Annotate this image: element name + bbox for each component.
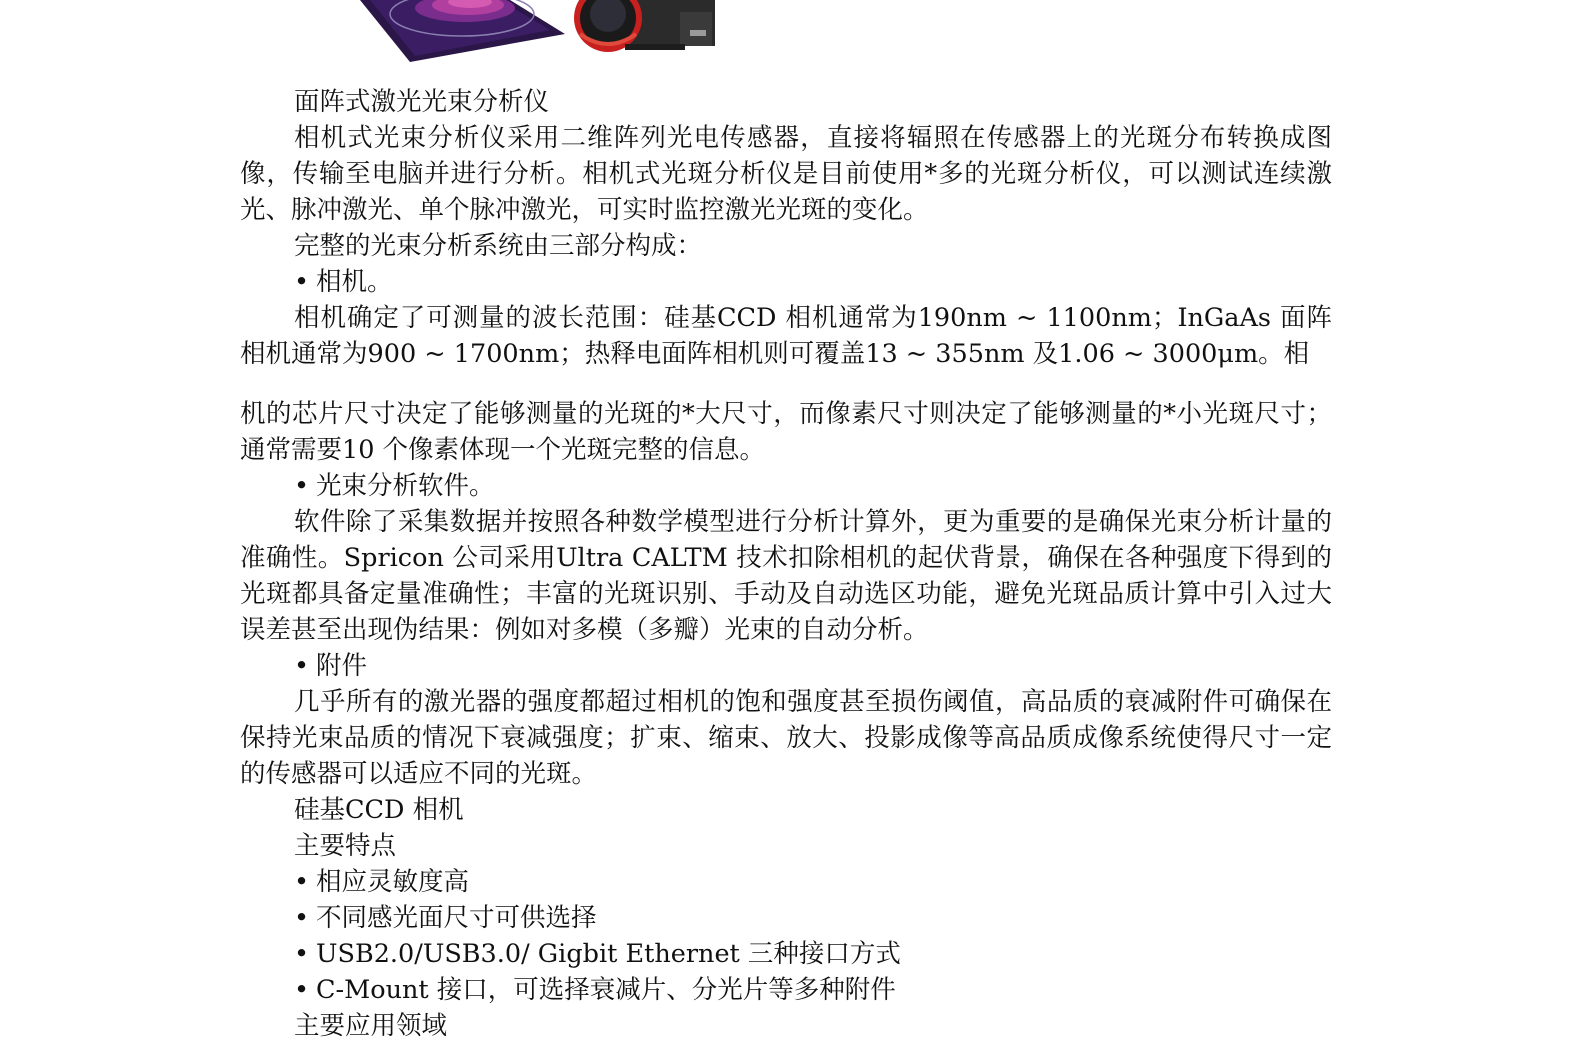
bullet-dot: • [294,975,310,1005]
paragraph-system-composition: 完整的光束分析系统由三部分构成： [294,231,703,261]
feature-item [240,864,1332,900]
bullet-text: 附件 [316,651,368,681]
document-body [240,84,1332,1044]
feature-item [240,936,1332,972]
bullet-dot: • [294,267,310,297]
bullet-item-camera [240,264,1332,300]
bullet-dot: • [294,651,310,681]
camera-image [574,0,715,52]
paragraph-software-description: 软件除了采集数据并按照各种数学模型进行分析计算外，更为重要的是确保光束分析计量的准确性。Spricon 公司采用Ultra CALTM 技术扣除相机的起伏背景，确保在各种强度下得到的光斑都具备定量准确性；丰富的光斑识别、手动及自动选区功能，避免光斑品质计算中引入过大误差甚至出现伪结果：例如对多模（多瓣）光束的自动分析。 [240,507,1332,645]
bullet-dot: • [294,471,310,501]
section-heading-main-features: 主要特点 [294,831,397,861]
bullet-text: 相机。 [316,267,393,297]
bullet-item-accessories [240,648,1332,684]
paragraph-wavelength-range: 相机确定了可测量的波长范围：硅基CCD 相机通常为190nm ~ 1100nm；InGaAs 面阵相机通常为900 ~ 1700nm；热释电面阵相机则可覆盖13 ~ 355nm 及1.06 ~ 3000μm。相 [240,303,1332,369]
feature-text: 相应灵敏度高 [316,867,470,897]
bullet-dot: • [294,867,310,897]
feature-text: 不同感光面尺寸可供选择 [316,903,597,933]
feature-text: C-Mount 接口，可选择衰减片、分光片等多种附件 [316,975,896,1005]
section-heading-area-beam-analyzer: 面阵式激光光束分析仪 [294,87,550,117]
paragraph-chip-size: 机的芯片尺寸决定了能够测量的光斑的*大尺寸，而像素尺寸则决定了能够测量的*小光斑尺寸；通常需要10 个像素体现一个光斑完整的信息。 [240,399,1332,465]
paragraph-accessories-description: 几乎所有的激光器的强度都超过相机的饱和强度甚至损伤阈值，高品质的衰减附件可确保在保持光束品质的情况下衰减强度；扩束、缩束、放大、投影成像等高品质成像系统使得尺寸一定的传感器可以适应不同的光斑。 [240,687,1332,789]
bullet-item-software [240,468,1332,504]
paragraph-camera-analyzer-intro: 相机式光束分析仪采用二维阵列光电传感器，直接将辐照在传感器上的光斑分布转换成图像，传输至电脑并进行分析。相机式光斑分析仪是目前使用*多的光斑分析仪，可以测试连续激光、脉冲激光、单个脉冲激光，可实时监控激光光斑的变化。 [240,123,1332,225]
feature-item [240,972,1332,1008]
feature-text: USB2.0/USB3.0/ Gigbit Ethernet 三种接口方式 [316,939,901,969]
section-heading-silicon-ccd: 硅基CCD 相机 [294,795,464,825]
bullet-dot: • [294,939,310,969]
product-images [340,0,760,64]
bullet-dot: • [294,903,310,933]
feature-item [240,900,1332,936]
section-heading-applications: 主要应用领域 [294,1011,448,1041]
beam-profile-heatmap-image [360,0,565,62]
bullet-text: 光束分析软件。 [316,471,495,501]
